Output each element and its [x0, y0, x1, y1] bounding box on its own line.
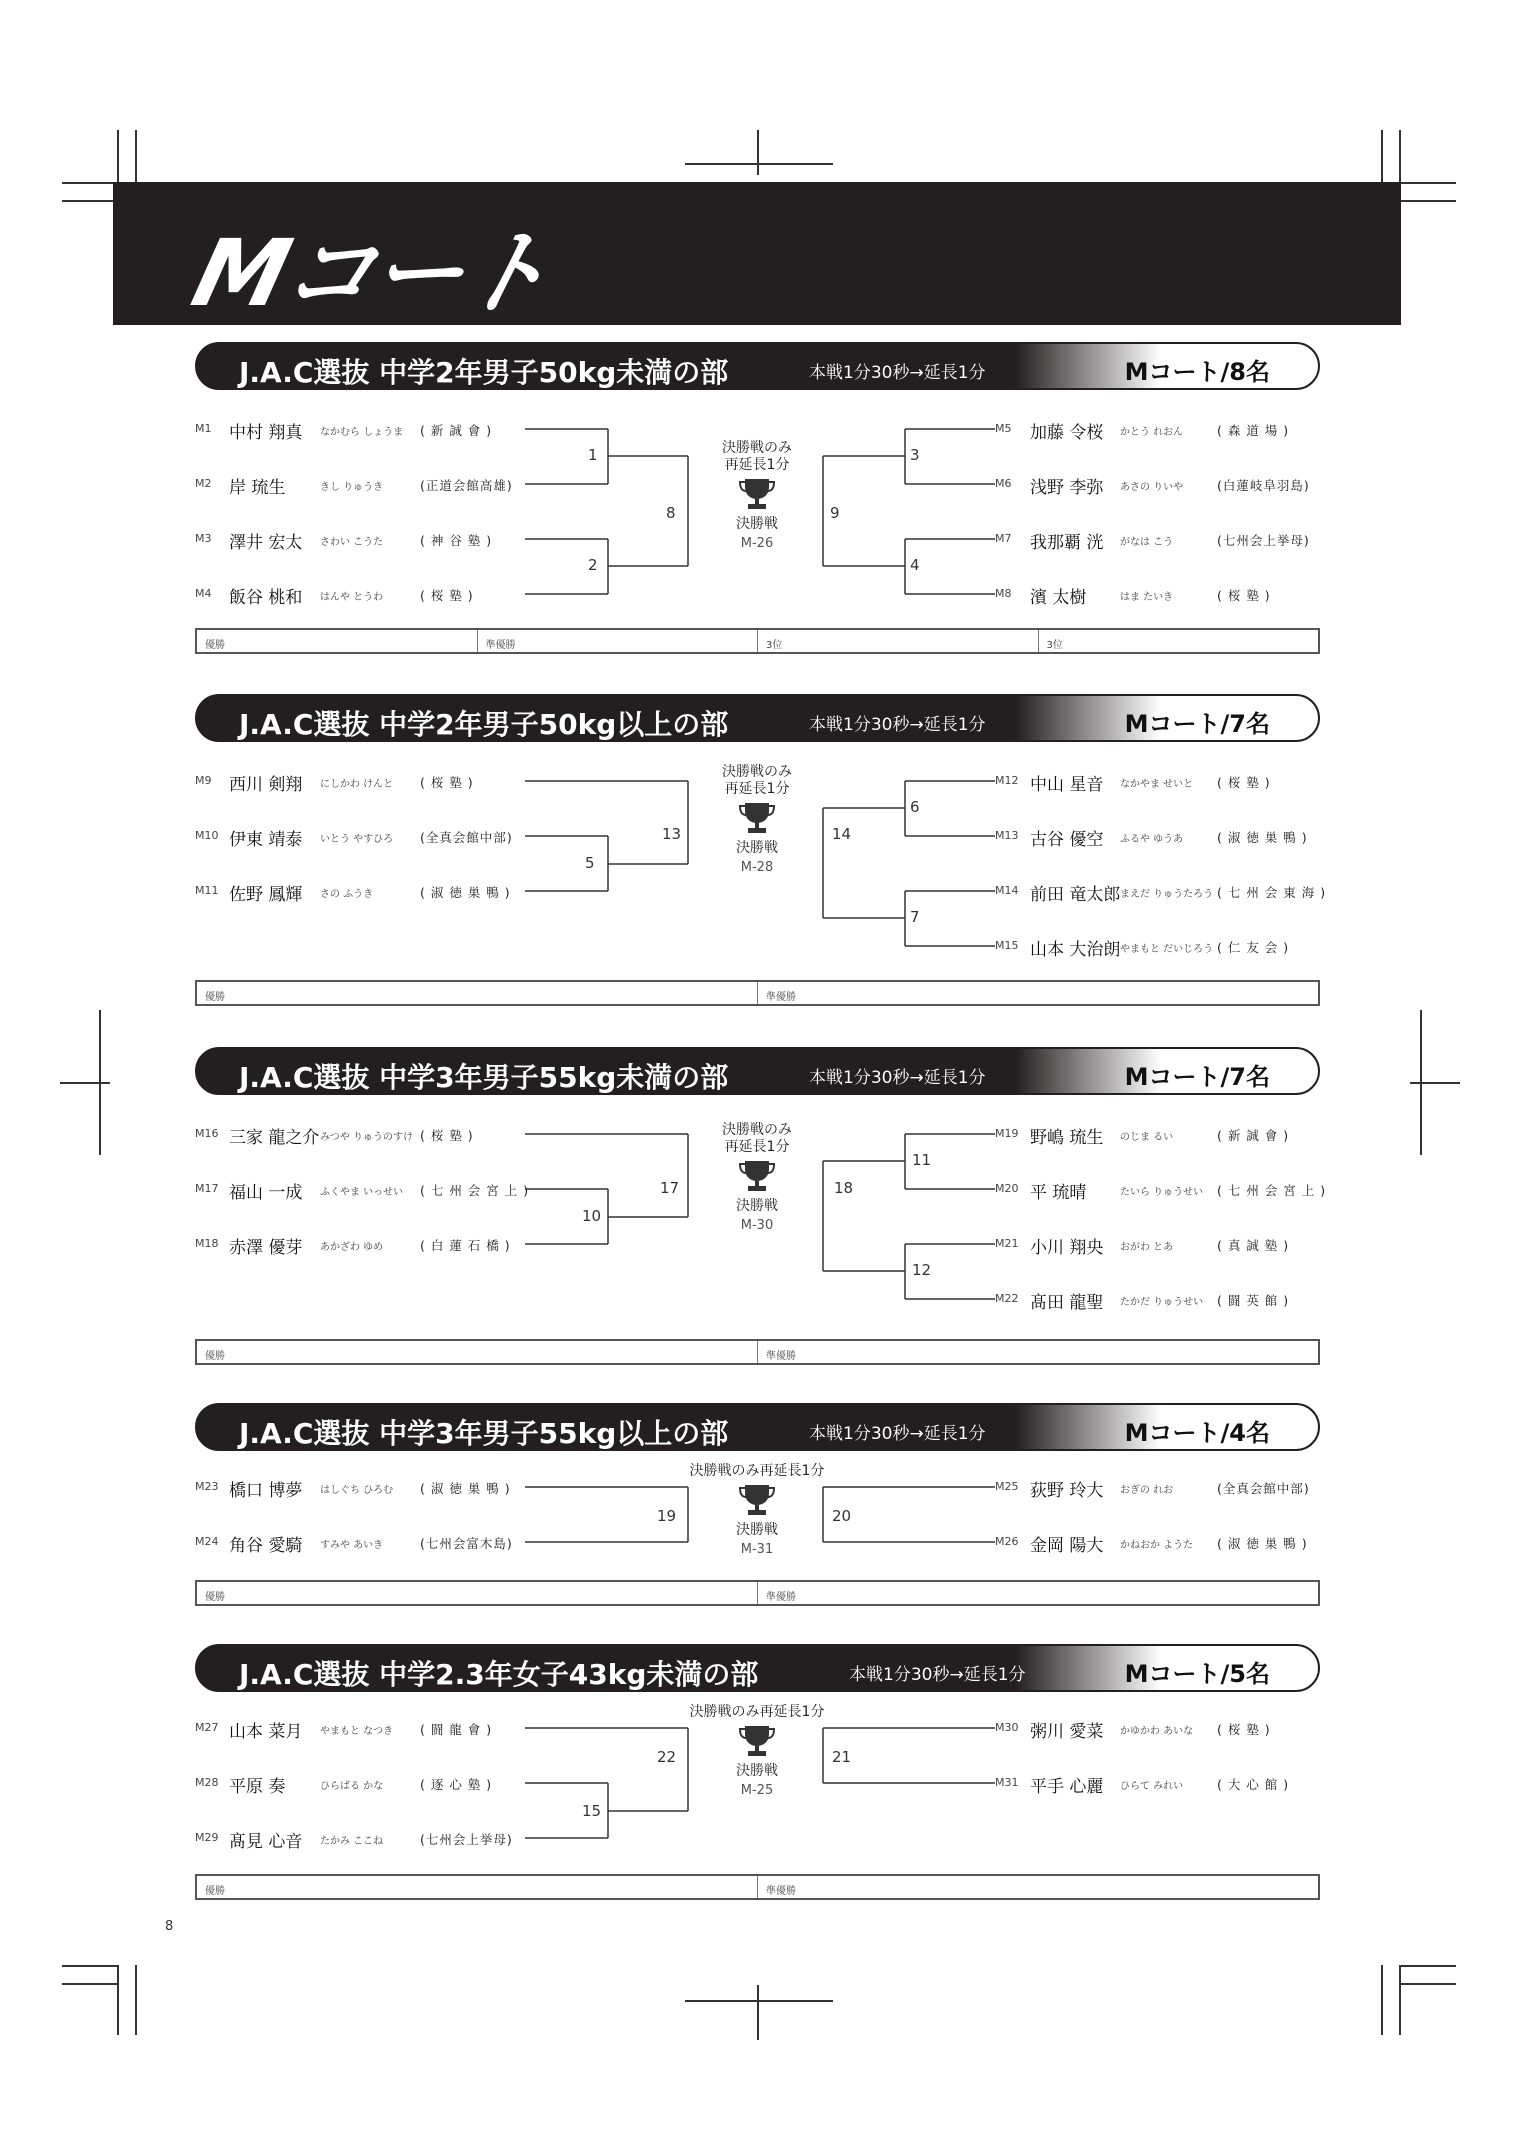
- final-match-id: M-30: [740, 1218, 774, 1233]
- match-number: 6: [910, 798, 920, 816]
- section-2: J.A.C選抜 中学2年男子50kg以上の部 本戦1分30秒→延長1分 Mコート/7名 M9 西川 剣翔 にしかわ けんと ( 桜 塾 ) M10 伊東 靖泰 いとう やすひろ (全真会館中部) M11 佐野 鳳輝 さの ふうき ( 淑 徳 巣 鴨 ) M12 中山 星音 なかやま せいと ( 桜 塾 ) M13 古谷 優空 ふるや ゆうあ ( 淑 徳 巣 鴨 ) M14 前田 竜太郎 まえだ りゅうたろう ( 七 州 会 東 海 ) M15 山本 大治朗 やまもと だいじろう ( 仁 友 会 ) 5 13 6 7 14 決勝戦のみ 再延長1分 決勝戦 M-28 優勝 準優勝: [0, 694, 1517, 1014]
- final-match-id: M-28: [740, 860, 774, 875]
- section-title: J.A.C選抜 中学2.3年女子43kg未満の部: [239, 1658, 759, 1691]
- match-number: 15: [582, 1802, 602, 1820]
- result-cell: 3位: [1046, 640, 1063, 651]
- match-number: 14: [832, 825, 852, 843]
- match-number: 11: [912, 1151, 932, 1169]
- match-number: 20: [832, 1507, 852, 1525]
- final-label: 決勝戦: [736, 1763, 778, 1779]
- trophy-icon: [737, 477, 777, 511]
- result-cell: 優勝: [197, 1582, 758, 1604]
- result-cell: 3位: [758, 630, 1039, 652]
- section-title: J.A.C選抜 中学2年男子50kg未満の部: [239, 356, 729, 389]
- section-rule: 本戦1分30秒→延長1分: [849, 1665, 1026, 1685]
- result-cell: 準優勝: [766, 1886, 796, 1897]
- final-info: [667, 1463, 847, 1557]
- section-3: J.A.C選抜 中学3年男子55kg未満の部 本戦1分30秒→延長1分 Mコート/7名 M16 三家 龍之介 みつや りゅうのすけ ( 桜 塾 ) M17 福山 一成 ふくやま いっせい ( 七 州 会 宮 上 ) M18 赤澤 優芽 あかざわ ゆめ ( 白 蓮 石 橋 ) M19 野嶋 琉生 のじま るい ( 新 誠 會 ) M20 平 琉晴 たいら りゅうせい ( 七 州 会 宮 上 ) M21 小川 翔央 おがわ とあ ( 真 誠 塾 ) M22 髙田 龍聖 たかだ りゅうせい ( 闘 英 館 ) 10 17 11 12 18 決勝戦のみ 再延長1分 決勝戦 M-30 優勝 準優勝: [0, 1047, 1517, 1367]
- court-title: Mコート: [182, 220, 562, 327]
- final-match-id: M-31: [740, 1542, 774, 1557]
- trophy-icon: [737, 1724, 777, 1758]
- result-cell: 準優勝: [478, 630, 759, 652]
- court-banner: [113, 182, 1401, 325]
- section-rule: 本戦1分30秒→延長1分: [809, 1424, 986, 1444]
- match-number: 4: [910, 556, 920, 574]
- match-number: 10: [582, 1207, 602, 1225]
- results-row: [195, 628, 1320, 654]
- match-number: 22: [657, 1748, 677, 1766]
- final-match-id: M-25: [740, 1783, 774, 1798]
- section-court: Mコート/5名: [1124, 1660, 1270, 1688]
- final-label: 決勝戦: [736, 1198, 778, 1214]
- result-cell: 準優勝: [766, 992, 796, 1003]
- trophy-icon: [737, 801, 777, 835]
- section-title: J.A.C選抜 中学2年男子50kg以上の部: [239, 708, 729, 741]
- match-number: 8: [666, 504, 676, 522]
- final-label: 決勝戦: [736, 516, 778, 532]
- section-rule: 本戦1分30秒→延長1分: [809, 1068, 986, 1088]
- trophy-icon: [737, 1483, 777, 1517]
- match-number: 18: [834, 1179, 854, 1197]
- section-title: J.A.C選抜 中学3年男子55kg未満の部: [239, 1061, 729, 1094]
- match-number: 7: [910, 908, 920, 926]
- result-cell: 優勝: [197, 982, 758, 1004]
- final-info: [667, 1704, 847, 1798]
- section-4: J.A.C選抜 中学3年男子55kg以上の部 本戦1分30秒→延長1分 Mコート/4名 M23 橋口 博夢 はしぐち ひろむ ( 淑 徳 巣 鴨 ) M24 角谷 愛騎 すみや あいき (七州会富木島) M25 荻野 玲大 おぎの れお (全真会館中部) M26 金岡 陽大 かねおか ようた ( 淑 徳 巣 鴨 ) 19 20 決勝戦のみ再延長1分 決勝戦 M-31 優勝 準優勝: [0, 1403, 1517, 1613]
- final-note: 決勝戦のみ再延長1分: [689, 1463, 825, 1479]
- section-1: J.A.C選抜 中学2年男子50kg未満の部 本戦1分30秒→延長1分 Mコート/8名 M1 中村 翔真 なかむら しょうま ( 新 誠 會 ) M2 岸 琉生 きし りゅうき (正道会館高雄) M3 澤井 宏太 さわい こうた ( 神 谷 塾 ) M4 飯谷 桃和 はんや とうわ ( 桜 塾 ) M5 加藤 令桜 かとう れおん ( 森 道 場 ) M6 浅野 李弥 あさの りいや (白蓮岐阜羽島) M7 我那覇 洸 がなは こう (七州会上挙母) M8 濱 太樹 はま たいき ( 桜 塾 ) 1 2 8 3 4 9 決勝戦のみ 再延長1分 決勝戦 M-26 優勝 準優勝 3位 3位: [0, 342, 1517, 662]
- results-row: [195, 1339, 1320, 1365]
- match-number: 3: [910, 446, 920, 464]
- result-cell: 準優勝: [766, 1351, 796, 1362]
- match-number: 12: [912, 1261, 932, 1279]
- match-number: 19: [657, 1507, 677, 1525]
- final-note: 決勝戦のみ再延長1分: [689, 1704, 825, 1720]
- match-number: 17: [660, 1179, 680, 1197]
- final-note: 決勝戦のみ 再延長1分: [722, 1122, 792, 1155]
- results-row: [195, 980, 1320, 1006]
- final-info: [687, 764, 827, 875]
- trophy-icon: [737, 1159, 777, 1193]
- final-label: 決勝戦: [736, 840, 778, 856]
- final-match-id: M-26: [740, 536, 774, 551]
- page-number: 8: [165, 1919, 174, 1934]
- section-title: J.A.C選抜 中学3年男子55kg以上の部: [239, 1417, 729, 1450]
- match-number: 9: [830, 504, 840, 522]
- result-cell: 準優勝: [766, 1592, 796, 1603]
- match-number: 5: [585, 854, 595, 872]
- section-rule: 本戦1分30秒→延長1分: [809, 363, 986, 383]
- section-5: J.A.C選抜 中学2.3年女子43kg未満の部 本戦1分30秒→延長1分 Mコート/5名 M27 山本 菜月 やまもと なつき ( 闘 龍 會 ) M28 平原 奏 ひらばる かな ( 逐 心 塾 ) M29 髙見 心音 たかみ ここね (七州会上挙母) M30 粥川 愛菜 かゆかわ あいな ( 桜 塾 ) M31 平手 心麗 ひらて みれい ( 大 心 館 ) 15 22 21 決勝戦のみ再延長1分 決勝戦 M-25 優勝 準優勝: [0, 1644, 1517, 1909]
- result-cell: 優勝: [197, 1341, 758, 1363]
- section-rule: 本戦1分30秒→延長1分: [809, 715, 986, 735]
- final-info: [687, 440, 827, 551]
- section-court: Mコート/7名: [1124, 1063, 1270, 1091]
- section-court: Mコート/7名: [1124, 710, 1270, 738]
- results-row: [195, 1874, 1320, 1900]
- result-cell: 優勝: [197, 1876, 758, 1898]
- match-number: 13: [662, 825, 682, 843]
- match-number: 21: [832, 1748, 852, 1766]
- final-label: 決勝戦: [736, 1522, 778, 1538]
- match-number: 2: [588, 556, 598, 574]
- results-row: [195, 1580, 1320, 1606]
- result-cell: 優勝: [197, 630, 478, 652]
- section-court: Mコート/8名: [1124, 358, 1270, 386]
- final-note: 決勝戦のみ 再延長1分: [722, 764, 792, 797]
- section-court: Mコート/4名: [1124, 1419, 1270, 1447]
- final-note: 決勝戦のみ 再延長1分: [722, 440, 792, 473]
- match-number: 1: [588, 446, 598, 464]
- final-info: [687, 1122, 827, 1233]
